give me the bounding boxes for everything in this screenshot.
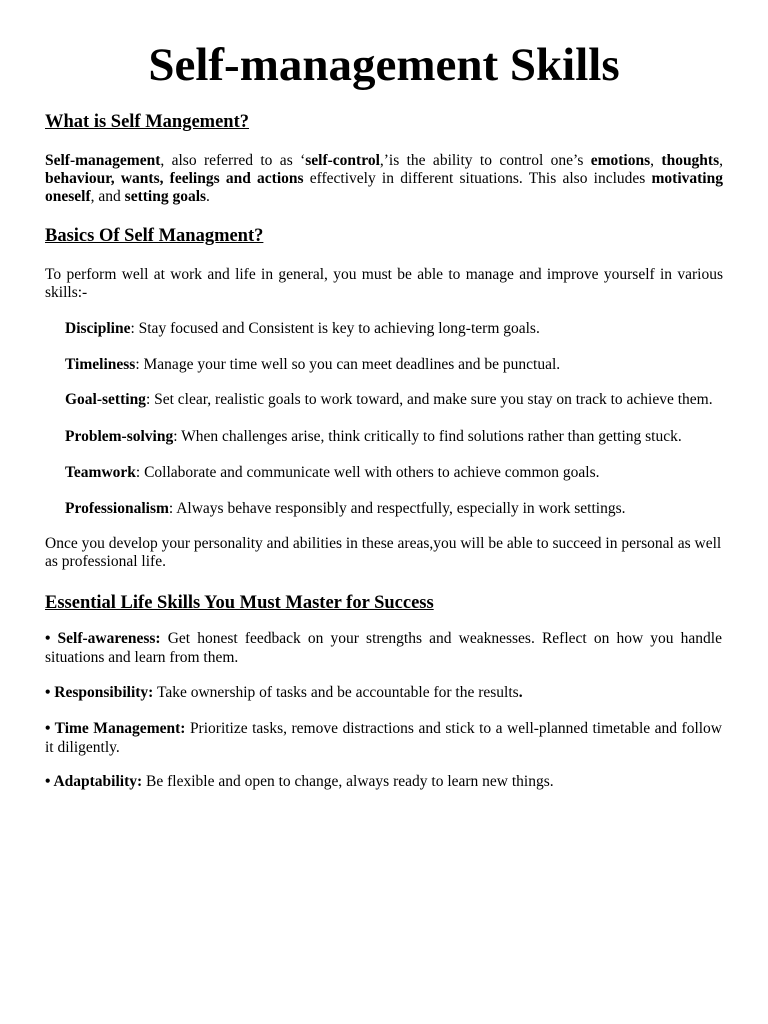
skill-term: Problem-solving	[65, 428, 174, 445]
definition-paragraph: Self-management, also referred to as ‘self-control,’is the ability to control one’s emotions, thoughts, behaviour, wants, feelings and actions effectively in different situations. This also includes motivating oneself, and setting goals.	[45, 152, 723, 205]
bullet-item-self-awareness	[45, 630, 722, 667]
bullet-term: • Time Management:	[45, 720, 186, 737]
term-behaviour: behaviour, wants, feelings and actions	[45, 170, 304, 187]
term-motivating-oneself: motivating oneself	[45, 170, 723, 205]
term-self-control: self-control	[305, 152, 380, 169]
skill-description: : Stay focused and Consistent is key to achieving long-term goals.	[130, 320, 540, 337]
section-heading-essential-life-skills: Essential Life Skills You Must Master for Success	[45, 593, 434, 613]
bullet-item-time-management	[45, 720, 722, 757]
skill-term: Goal-setting	[65, 391, 146, 408]
term-self-management: Self-management	[45, 152, 161, 169]
section-heading-basics: Basics Of Self Managment?	[45, 226, 264, 246]
bullet-item-responsibility: • Responsibility: Take ownership of tasks and be accountable for the results.	[45, 684, 523, 701]
bullet-description: Take ownership of tasks and be accountable for the results	[153, 684, 519, 701]
bullet-term: • Adaptability:	[45, 773, 143, 790]
skill-description: : Always behave responsibly and respectfully, especially in work settings.	[168, 500, 626, 517]
term-thoughts: thoughts	[661, 152, 720, 169]
skill-description: : Manage your time well so you can meet deadlines and be punctual.	[135, 356, 561, 373]
section-heading-what-is-self-management: What is Self Mangement?	[45, 112, 249, 132]
skill-item-teamwork	[65, 464, 725, 482]
skill-item-problem-solving	[65, 428, 725, 446]
bullet-description: Be flexible and open to change, always ready to learn new things.	[142, 773, 554, 790]
bullet-description: Prioritize tasks, remove distractions and stick to a well-planned timetable and follow it diligently.	[45, 720, 723, 756]
bullet-term: • Self-awareness:	[45, 630, 161, 647]
skill-item-timeliness	[65, 356, 725, 374]
skill-description: : When challenges arise, think critically to find solutions rather than getting stuck.	[173, 428, 682, 445]
skill-description: : Set clear, realistic goals to work toward, and make sure you stay on track to achieve them.	[145, 391, 713, 408]
skill-item-discipline	[65, 320, 725, 338]
bullet-term: • Responsibility:	[45, 684, 154, 701]
term-setting-goals: setting goals	[124, 188, 207, 205]
page-title: Self-management Skills	[148, 39, 620, 91]
bullet-item-adaptability	[45, 773, 722, 792]
term-emotions: emotions	[590, 152, 651, 169]
basics-intro-paragraph: To perform well at work and life in general, you must be able to manage and improve yourself in various skills:-	[45, 266, 723, 301]
basics-outro-paragraph: Once you develop your personality and abilities in these areas,you will be able to succeed in personal as well as professional life.	[45, 535, 722, 570]
skill-description: : Collaborate and communicate well with others to achieve common goals.	[135, 464, 600, 481]
skill-term: Teamwork	[65, 464, 136, 481]
skill-item-professionalism	[65, 500, 725, 518]
bullet-description: Get honest feedback on your strengths and weaknesses. Reflect on how you handle situations and learn from them.	[45, 630, 722, 666]
skill-term: Timeliness	[65, 356, 136, 373]
skill-term: Professionalism	[65, 500, 169, 517]
skill-item-goal-setting	[65, 391, 725, 409]
skill-term: Discipline	[65, 320, 131, 337]
